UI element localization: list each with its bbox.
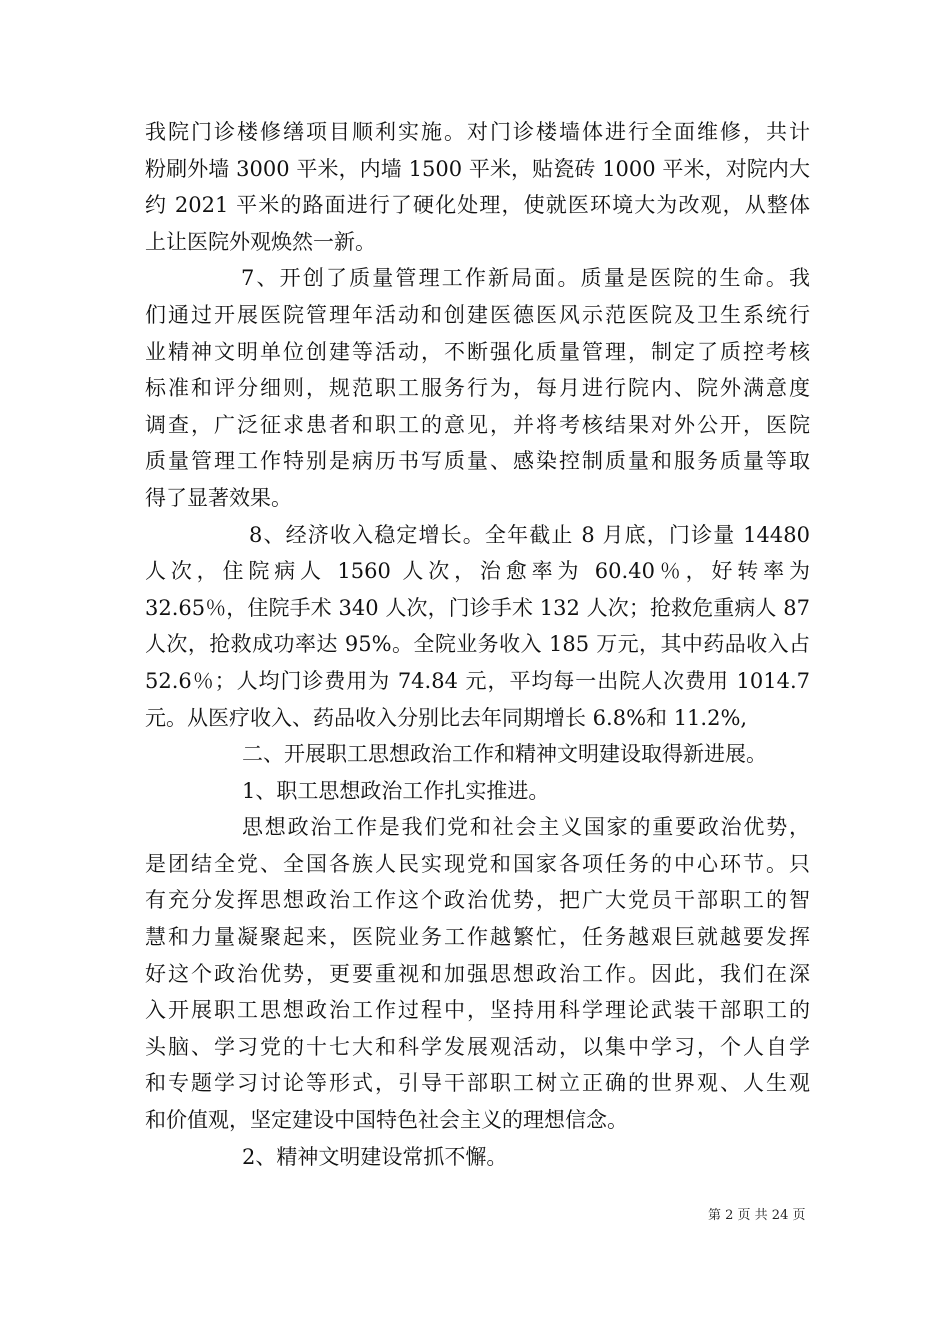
text-line: 调查，广泛征求患者和职工的意见，并将考核结果对外公开，医院	[145, 412, 810, 437]
text-line: 和价值观，坚定建设中国特色社会主义的理想信念。	[145, 1108, 628, 1133]
subsection-1-heading: 1、职工思想政治工作扎实推进。	[242, 778, 550, 803]
page-number-footer: 第 2 页 共 24 页	[708, 1208, 806, 1223]
text-line: 得了显著效果。	[145, 485, 292, 510]
paragraph-7-heading-line: 7、开创了质量管理工作新局面。质量是医院的生命。我	[241, 266, 810, 291]
paragraph-8-heading-line: 8、经济收入稳定增长。全年截止 8 月底，门诊量 14480	[249, 522, 810, 547]
text-line: 粉刷外墙 3000 平米，内墙 1500 平米，贴瓷砖 1000 平米，对院内大	[145, 156, 810, 181]
text-line: 入开展职工思想政治工作过程中，坚持用科学理论武装干部职工的	[145, 998, 810, 1023]
body-text	[145, 114, 810, 1175]
text-line: 32.65％，住院手术 340 人次，门诊手术 132 人次；抢救危重病人 87	[145, 595, 810, 620]
text-line: 业精神文明单位创建等活动，不断强化质量管理，制定了质控考核	[145, 339, 810, 364]
section-2-heading: 二、开展职工思想政治工作和精神文明建设取得新进展。	[242, 742, 767, 767]
text-line: 标准和评分细则，规范职工服务行为，每月进行院内、院外满意度	[145, 376, 810, 401]
text-line: 约 2021 平米的路面进行了硬化处理，使就医环境大为改观，从整体	[145, 193, 810, 218]
text-line: 是团结全党、全国各族人民实现党和国家各项任务的中心环节。只	[145, 851, 810, 876]
text-line: 质量管理工作特别是病历书写质量、感染控制质量和服务质量等取	[145, 449, 810, 474]
text-line: 上让医院外观焕然一新。	[145, 229, 376, 254]
text-line: 人次，住院病人 1560 人次，治愈率为 60.40％，好转率为	[145, 559, 810, 584]
text-line: 慧和力量凝聚起来，医院业务工作越繁忙，任务越艰巨就越要发挥	[145, 925, 810, 950]
text-line: 人次，抢救成功率达 95%。全院业务收入 185 万元，其中药品收入占	[145, 632, 810, 657]
text-line: 有充分发挥思想政治工作这个政治优势，把广大党员干部职工的智	[145, 888, 810, 913]
text-line: 元。从医疗收入、药品收入分别比去年同期增长 6.8%和 11.2%,	[145, 705, 748, 730]
subsection-2-heading: 2、精神文明建设常抓不懈。	[242, 1144, 508, 1169]
text-line: 思想政治工作是我们党和社会主义国家的重要政治优势，	[242, 815, 810, 840]
text-line: 头脑、学习党的十七大和科学发展观活动，以集中学习，个人自学	[145, 1034, 810, 1059]
text-line: 52.6％；人均门诊费用为 74.84 元，平均每一出院人次费用 1014.7	[145, 668, 810, 693]
text-line: 好这个政治优势，更要重视和加强思想政治工作。因此，我们在深	[145, 961, 810, 986]
text-line: 和专题学习讨论等形式，引导干部职工树立正确的世界观、人生观	[145, 1071, 810, 1096]
text-line: 我院门诊楼修缮项目顺利实施。对门诊楼墙体进行全面维修，共计	[145, 120, 810, 144]
text-line: 们通过开展医院管理年活动和创建医德医风示范医院及卫生系统行	[145, 302, 810, 327]
